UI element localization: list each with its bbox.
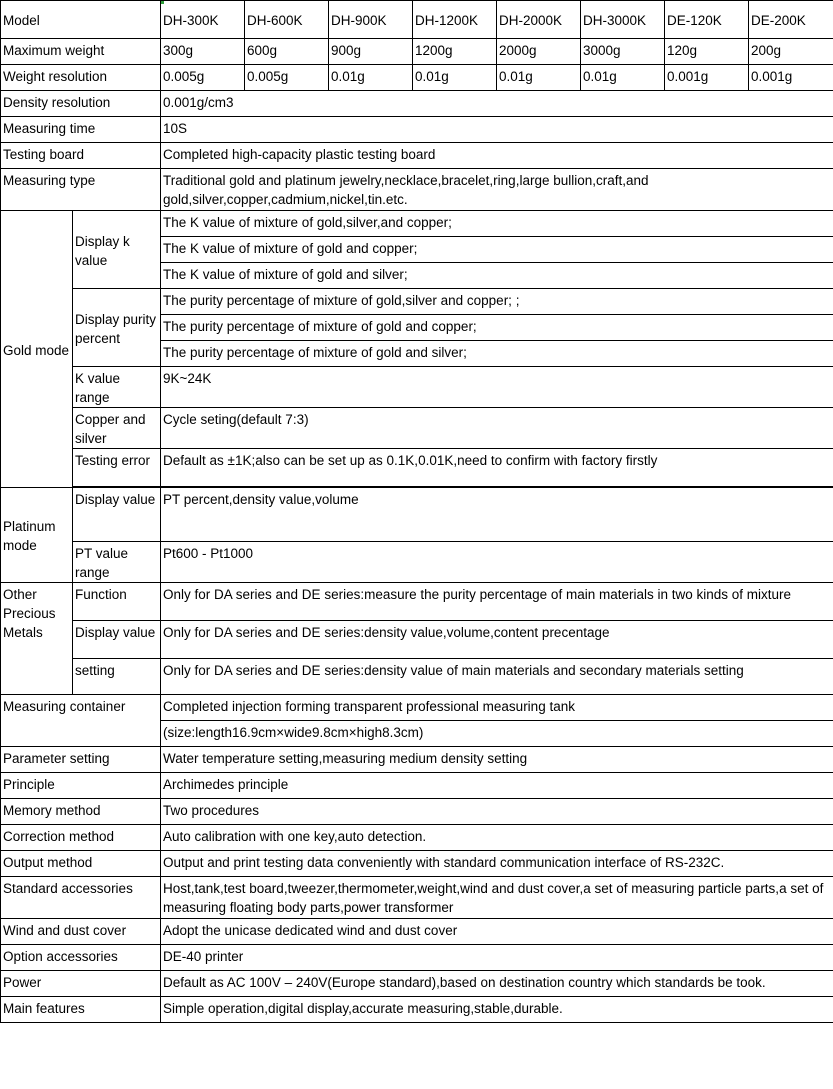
row-principle [1, 773, 833, 799]
row-other-display [1, 621, 833, 659]
sub-label: PT value range [73, 542, 161, 583]
value-cell: 600g [245, 39, 329, 65]
value-cell: 0.001g [665, 65, 749, 91]
value-cell: Cycle seting(default 7:3) [161, 408, 833, 449]
row-measuring-type [1, 169, 833, 211]
row-label: Memory method [1, 799, 161, 825]
row-parameter-setting [1, 747, 833, 773]
row-wind-cover [1, 919, 833, 945]
value-cell: 0.005g [161, 65, 245, 91]
sub-label: K value range [73, 367, 161, 408]
value-cell: Two procedures [161, 799, 833, 825]
row-power [1, 971, 833, 997]
row-main-features [1, 997, 833, 1023]
value-cell: Auto calibration with one key,auto detection. [161, 825, 833, 851]
value-cell: Adopt the unicase dedicated wind and dust cover [161, 919, 833, 945]
display-purity-label: Display purity percent [73, 289, 161, 367]
row-gold-k-1 [1, 211, 833, 237]
row-label: Measuring type [1, 169, 161, 211]
value-cell: The K value of mixture of gold,silver,and copper; [161, 211, 833, 237]
platinum-mode-label: Platinum mode [1, 488, 73, 583]
model-cell: DH-300K [161, 1, 245, 39]
value-cell: The K value of mixture of gold and silver; [161, 263, 833, 289]
row-container-1 [1, 695, 833, 721]
value-cell: Default as AC 100V – 240V(Europe standard),based on destination country which standards be took. [161, 971, 833, 997]
row-label: Measuring container [1, 695, 161, 747]
row-label: Density resolution [1, 91, 161, 117]
row-other-setting [1, 659, 833, 695]
model-cell: DH-900K [329, 1, 413, 39]
sub-label: setting [73, 659, 161, 695]
display-k-label: Display k value [73, 211, 161, 289]
value-cell: 0.01g [413, 65, 497, 91]
value-cell: Pt600 - Pt1000 [161, 542, 833, 583]
value-cell: 900g [329, 39, 413, 65]
row-option-accessories [1, 945, 833, 971]
value-cell: Traditional gold and platinum jewelry,necklace,bracelet,ring,large bullion,craft,and gold,silver,copper,cadmium,nickel,tin.etc. [161, 169, 833, 211]
value-cell: Only for DA series and DE series:density value,volume,content precentage [161, 621, 833, 659]
value-cell: 0.01g [329, 65, 413, 91]
row-other-function [1, 583, 833, 621]
value-cell: Simple operation,digital display,accurate measuring,stable,durable. [161, 997, 833, 1023]
row-label: Testing board [1, 143, 161, 169]
row-label: Parameter setting [1, 747, 161, 773]
value-cell: Host,tank,test board,tweezer,thermometer,weight,wind and dust cover,a set of measuring particle parts,a set of measuring floating body parts,power transformer [161, 877, 833, 919]
value-cell: (size:length16.9cm×wide9.8cm×high8.3cm) [161, 721, 833, 747]
sub-label: Testing error [73, 449, 161, 487]
value-cell: DE-40 printer [161, 945, 833, 971]
row-density-resolution [1, 91, 833, 117]
value-cell: 0.001g/cm3 [161, 91, 833, 117]
value-cell: 3000g [581, 39, 665, 65]
model-header: Model [1, 1, 161, 39]
row-label: Output method [1, 851, 161, 877]
row-copper-silver [1, 408, 833, 449]
row-label: Principle [1, 773, 161, 799]
model-cell: DE-200K [749, 1, 833, 39]
model-cell: DH-1200K [413, 1, 497, 39]
value-cell: 200g [749, 39, 833, 65]
row-output-method [1, 851, 833, 877]
gold-mode-label: Gold mode [1, 211, 73, 488]
row-label: Measuring time [1, 117, 161, 143]
row-label: Standard accessories [1, 877, 161, 919]
value-cell: 300g [161, 39, 245, 65]
row-label: Correction method [1, 825, 161, 851]
row-gold-purity-1 [1, 289, 833, 315]
row-label: Main features [1, 997, 161, 1023]
value-cell: The K value of mixture of gold and copper; [161, 237, 833, 263]
sub-label: Function [73, 583, 161, 621]
model-cell: DH-600K [245, 1, 329, 39]
value-cell: 0.01g [497, 65, 581, 91]
row-label: Wind and dust cover [1, 919, 161, 945]
value-cell: Water temperature setting,measuring medium density setting [161, 747, 833, 773]
value-cell: Completed injection forming transparent professional measuring tank [161, 695, 833, 721]
value-cell: 0.005g [245, 65, 329, 91]
model-cell: DE-120K [665, 1, 749, 39]
row-k-range [1, 367, 833, 408]
value-cell: 0.001g [749, 65, 833, 91]
row-memory-method [1, 799, 833, 825]
value-cell: PT percent,density value,volume [161, 488, 833, 542]
sub-label: Display value [73, 488, 161, 542]
row-testing-error [1, 449, 833, 487]
value-cell: 1200g [413, 39, 497, 65]
value-cell: Completed high-capacity plastic testing board [161, 143, 833, 169]
row-label: Weight resolution [1, 65, 161, 91]
row-pt-display [1, 488, 833, 542]
row-max-weight [1, 39, 833, 65]
value-cell: Default as ±1K;also can be set up as 0.1K,0.01K,need to confirm with factory firstly [161, 449, 833, 487]
value-cell: Archimedes principle [161, 773, 833, 799]
row-testing-board [1, 143, 833, 169]
value-cell: 120g [665, 39, 749, 65]
row-measuring-time [1, 117, 833, 143]
row-correction-method [1, 825, 833, 851]
other-metals-label: Other Precious Metals [1, 583, 73, 695]
row-weight-resolution [1, 65, 833, 91]
value-cell: 9K~24K [161, 367, 833, 408]
row-model [1, 1, 833, 39]
sub-label: Copper and silver [73, 408, 161, 449]
model-cell: DH-3000K [581, 1, 665, 39]
value-cell: Only for DA series and DE series:density value of main materials and secondary materials setting [161, 659, 833, 695]
value-cell: The purity percentage of mixture of gold and silver; [161, 341, 833, 367]
value-cell: Output and print testing data conveniently with standard communication interface of RS-232C. [161, 851, 833, 877]
value-cell: 2000g [497, 39, 581, 65]
value-cell: The purity percentage of mixture of gold and copper; [161, 315, 833, 341]
value-cell: The purity percentage of mixture of gold,silver and copper; ; [161, 289, 833, 315]
model-cell: DH-2000K [497, 1, 581, 39]
row-label: Power [1, 971, 161, 997]
row-pt-range [1, 542, 833, 583]
value-cell: 0.01g [581, 65, 665, 91]
row-standard-accessories [1, 877, 833, 919]
row-label: Maximum weight [1, 39, 161, 65]
row-label: Option accessories [1, 945, 161, 971]
value-cell: 10S [161, 117, 833, 143]
value-cell: Only for DA series and DE series:measure the purity percentage of main materials in two kinds of mixture [161, 583, 833, 621]
sub-label: Display value [73, 621, 161, 659]
